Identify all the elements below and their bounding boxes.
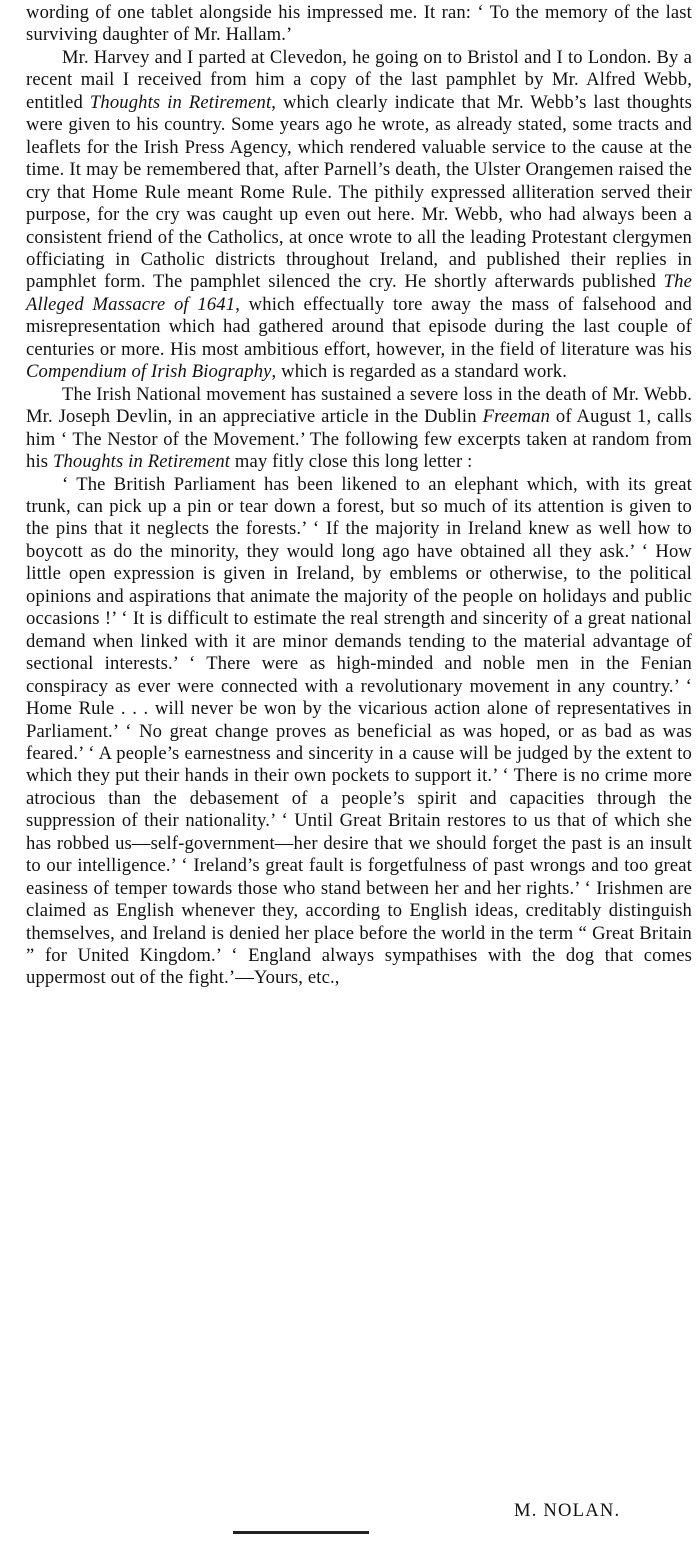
italic-title: Thoughts in Retirement (52, 451, 231, 473)
italic-title: Thoughts in Retirement (89, 91, 272, 113)
paragraph (26, 2, 692, 47)
text-run: , which is regarded as a standard work. (271, 361, 568, 383)
text-run: of August 1, calls him ‘ The Nestor of the Movement.’ The following few excerpts taken at random from his (26, 406, 692, 473)
text-run: , which effectually tore away the mass of falsehood and misrepresentation which had gathered around that episode during the last couple of centuries or more. His most ambitious effort, however, in the field of literature was his (26, 293, 692, 360)
italic-title: Freeman (482, 406, 551, 428)
paragraph (26, 47, 692, 384)
italic-title: The Alleged Massacre of 1641 (26, 271, 692, 315)
signature: M. NOLAN. (514, 1500, 621, 1521)
closing-rule (233, 1531, 369, 1534)
paragraph (26, 384, 692, 474)
text-run: Mr. Harvey and I parted at Clevedon, he going on to Bristol and I to London. By a recent mail I received from him a copy of the last pamphlet by Mr. Alfred Webb, entitled (26, 46, 692, 113)
text-run: may fitly close this long letter : (230, 451, 473, 473)
paragraph (26, 474, 692, 990)
text-run: wording of one tablet alongside his impressed me. It ran: ‘ To the memory of the last surviving daughter of Mr. Hallam.’ (26, 2, 692, 46)
letter-body (26, 2, 692, 990)
text-run: ‘ The British Parliament has been likened to an elephant which, with its great trunk, can pick up a pin or tear down a forest, but so much of its attention is given to the pins that it neglects the forests.’ ‘ If the majority in Ireland knew as well how to boycott as do the minority, they would long ago have obtained all they ask.’ ‘ How little open expression is given in Ireland, by emblems or otherwise, to the political opinions and aspirations that animate the majority of the people on holidays and public occasions !’ ‘ It is difficult to estimate the real strength and sincerity of a great national demand when linked with it are minor demands tending to the material advantage of sectional interests.’ ‘ There were as high-minded and noble men in the Fenian conspiracy as ever were connected with a revolutionary movement in any country.’ ‘ Home Rule . . . will never be won by the vicarious action alone of representatives in Parliament.’ ‘ No great change proves as beneficial as was hoped, or as bad as was feared.’ ‘ A people’s earnestness and sincerity in a cause will be judged by the extent to which they put their hands in their own pockets to support it.’ ‘ There is no crime more atrocious than the debasement of a people’s spirit and capacities through the suppression of their nationality.’ ‘ Until Great Britain restores to us that of which she has robbed us—self-government—her desire that we should forget the past is an insult to our intelligence.’ ‘ Ireland’s great fault is forgetfulness of past wrongs and too great easiness of temper towards those who stand between her and her rights.’ ‘ Irishmen are claimed as English whenever they, according to English ideas, creditably distinguish themselves, and Ireland is denied her place before the world in the term “ Great Britain ” for United Kingdom.’ ‘ England always sympathises with the dog that comes uppermost out of the fight.’—Yours, etc., (26, 473, 692, 989)
italic-title: Compendium of Irish Biography (26, 361, 272, 383)
text-run: , which clearly indicate that Mr. Webb’s last thoughts were given to his country. Some years ago he wrote, as already stated, some tracts and leaflets for the Irish Press Agency, which rendered valuable service to the cause at the time. It may be remembered that, after Parnell’s death, the Ulster Orangemen raised the cry that Home Rule meant Rome Rule. The pithily expressed alliteration served their purpose, for the cry was caught up even out here. Mr. Webb, who had always been a consistent friend of the Catholics, at once wrote to all the leading Protestant clergymen officiating in Catholic districts throughout Ireland, and published their replies in pamphlet form. The pamphlet silenced the cry. He shortly afterwards published (26, 91, 692, 293)
text-run: The Irish National movement has sustained a severe loss in the death of Mr. Webb. Mr. Joseph Devlin, in an appreciative article in the Dublin (26, 383, 692, 428)
